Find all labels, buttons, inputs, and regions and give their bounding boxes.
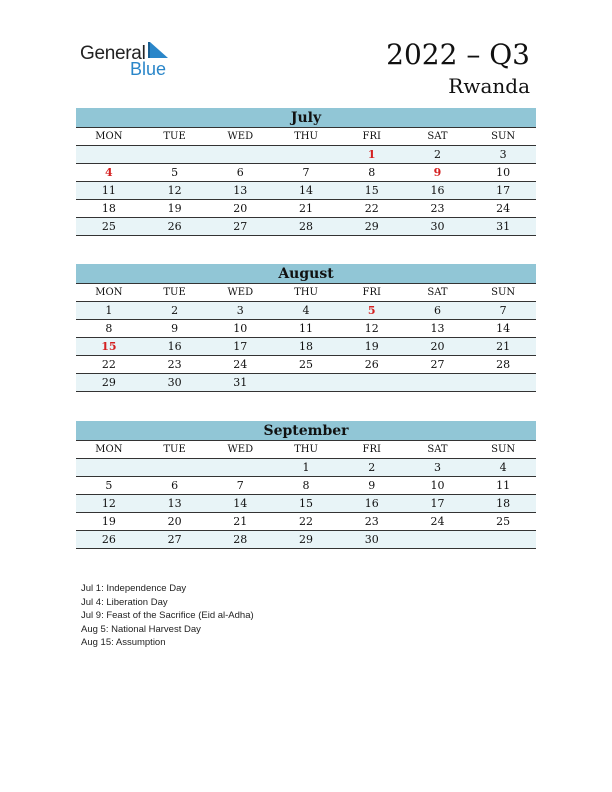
month-august [76,264,536,392]
logo-text-general: General [80,43,146,64]
day-cell: 13 [233,184,248,197]
empty-day-cell [207,146,273,163]
week-row [76,513,536,531]
day-cell: 10 [233,322,248,335]
day-cell: 7 [236,479,244,492]
day-cell: 13 [430,322,445,335]
day-cell: 17 [233,340,248,353]
day-cell: 19 [364,340,379,353]
day-cell: 18 [101,202,116,215]
empty-day-cell [76,459,142,476]
empty-day-cell [470,531,536,548]
weekday-label: TUE [163,444,186,455]
day-cell: 23 [430,202,445,215]
day-cell: 31 [233,376,248,389]
empty-day-cell [273,374,339,391]
day-cell: 27 [167,533,182,546]
day-cell: 20 [167,515,182,528]
day-cell: 4 [302,304,310,317]
empty-day-cell [142,459,208,476]
weekday-label: THU [294,444,318,455]
empty-day-cell [405,531,471,548]
day-cell: 30 [364,533,379,546]
month-july [76,108,536,236]
generalblue-logo [80,40,180,80]
logo-text-blue: Blue [130,59,167,79]
day-cell: 8 [105,322,113,335]
week-row [76,218,536,236]
weekday-row [76,284,536,302]
weekday-label: SAT [427,444,448,455]
logo-triangle-icon [148,42,170,60]
weekday-label: THU [294,287,318,298]
weekday-row [76,128,536,146]
weekday-label: FRI [362,444,381,455]
day-cell: 6 [433,304,441,317]
day-cell: 24 [496,202,511,215]
month-header: July [76,108,536,128]
day-cell: 30 [167,376,182,389]
day-cell: 12 [364,322,379,335]
weekday-label: WED [227,444,254,455]
day-cell: 29 [364,220,379,233]
day-cell: 8 [302,479,310,492]
day-cell: 27 [430,358,445,371]
weekday-label: WED [227,131,254,142]
day-cell: 28 [233,533,248,546]
day-cell: 25 [299,358,314,371]
day-cell: 11 [496,479,511,492]
weekday-label: MON [95,287,123,298]
day-cell: 9 [433,166,442,179]
empty-day-cell [405,374,471,391]
day-cell: 9 [368,479,376,492]
day-cell: 10 [496,166,511,179]
day-cell: 16 [430,184,445,197]
month-header: September [76,421,536,441]
empty-day-cell [273,146,339,163]
day-cell: 28 [496,358,511,371]
day-cell: 28 [299,220,314,233]
week-row [76,531,536,549]
day-cell: 21 [233,515,248,528]
weekday-label: SUN [491,131,516,142]
week-row [76,164,536,182]
day-cell: 13 [167,497,182,510]
day-cell: 2 [433,148,441,161]
day-cell: 5 [171,166,179,179]
week-row [76,356,536,374]
day-cell: 2 [368,461,376,474]
weekday-label: SAT [427,131,448,142]
day-cell: 22 [101,358,116,371]
weekday-label: FRI [362,287,381,298]
empty-day-cell [76,146,142,163]
weekday-row [76,441,536,459]
day-cell: 5 [105,479,113,492]
day-cell: 14 [299,184,314,197]
day-cell: 20 [430,340,445,353]
week-row [76,495,536,513]
day-cell: 5 [367,304,376,317]
holiday-note: Jul 4: Liberation Day [81,596,168,608]
weekday-label: FRI [362,131,381,142]
day-cell: 1 [367,148,376,161]
day-cell: 6 [236,166,244,179]
empty-day-cell [207,459,273,476]
day-cell: 1 [302,461,310,474]
month-header: August [76,264,536,284]
day-cell: 14 [233,497,248,510]
day-cell: 26 [101,533,116,546]
week-row [76,338,536,356]
week-row [76,320,536,338]
week-row [76,459,536,477]
week-row [76,200,536,218]
day-cell: 3 [236,304,244,317]
day-cell: 8 [368,166,376,179]
day-cell: 22 [364,202,379,215]
day-cell: 24 [233,358,248,371]
day-cell: 24 [430,515,445,528]
day-cell: 29 [299,533,314,546]
month-september [76,421,536,549]
day-cell: 1 [105,304,113,317]
holiday-notes [81,582,254,650]
day-cell: 12 [101,497,116,510]
week-row [76,182,536,200]
weekday-label: WED [227,287,254,298]
weekday-label: THU [294,131,318,142]
day-cell: 25 [101,220,116,233]
day-cell: 2 [171,304,179,317]
day-cell: 10 [430,479,445,492]
day-cell: 9 [171,322,179,335]
week-row [76,146,536,164]
day-cell: 15 [364,184,379,197]
day-cell: 4 [105,166,113,179]
day-cell: 12 [167,184,182,197]
country-name: Rwanda [448,74,530,98]
holiday-note: Jul 9: Feast of the Sacrifice (Eid al-Adha) [81,610,254,621]
day-cell: 23 [167,358,182,371]
day-cell: 19 [167,202,182,215]
week-row [76,477,536,495]
day-cell: 25 [496,515,511,528]
holiday-note: Aug 5: National Harvest Day [81,623,201,635]
day-cell: 16 [167,340,182,353]
holiday-note: Jul 1: Independence Day [81,583,187,594]
day-cell: 7 [499,304,507,317]
weekday-label: MON [95,131,123,142]
day-cell: 21 [496,340,511,353]
day-cell: 14 [496,322,511,335]
weekday-label: TUE [163,287,186,298]
weekday-label: SAT [427,287,448,298]
day-cell: 18 [299,340,314,353]
day-cell: 27 [233,220,248,233]
day-cell: 30 [430,220,445,233]
day-cell: 26 [167,220,182,233]
weekday-label: SUN [491,287,516,298]
day-cell: 23 [364,515,379,528]
day-cell: 16 [364,497,379,510]
week-row [76,302,536,320]
day-cell: 4 [499,461,507,474]
week-row [76,374,536,392]
empty-day-cell [339,374,405,391]
day-cell: 18 [496,497,511,510]
day-cell: 26 [364,358,379,371]
weekday-label: SUN [491,444,516,455]
day-cell: 22 [299,515,314,528]
day-cell: 21 [299,202,314,215]
day-cell: 3 [433,461,441,474]
day-cell: 3 [499,148,507,161]
weekday-label: MON [95,444,123,455]
day-cell: 31 [496,220,511,233]
empty-day-cell [470,374,536,391]
empty-day-cell [142,146,208,163]
day-cell: 17 [496,184,511,197]
day-cell: 19 [101,515,116,528]
page-title: 2022 – Q3 [386,38,530,71]
day-cell: 7 [302,166,310,179]
day-cell: 29 [101,376,116,389]
day-cell: 17 [430,497,445,510]
day-cell: 20 [233,202,248,215]
holiday-note: Aug 15: Assumption [81,637,166,648]
weekday-label: TUE [163,131,186,142]
day-cell: 6 [171,479,179,492]
day-cell: 11 [101,184,116,197]
day-cell: 15 [299,497,314,510]
day-cell: 11 [299,322,314,335]
day-cell: 15 [101,340,117,353]
